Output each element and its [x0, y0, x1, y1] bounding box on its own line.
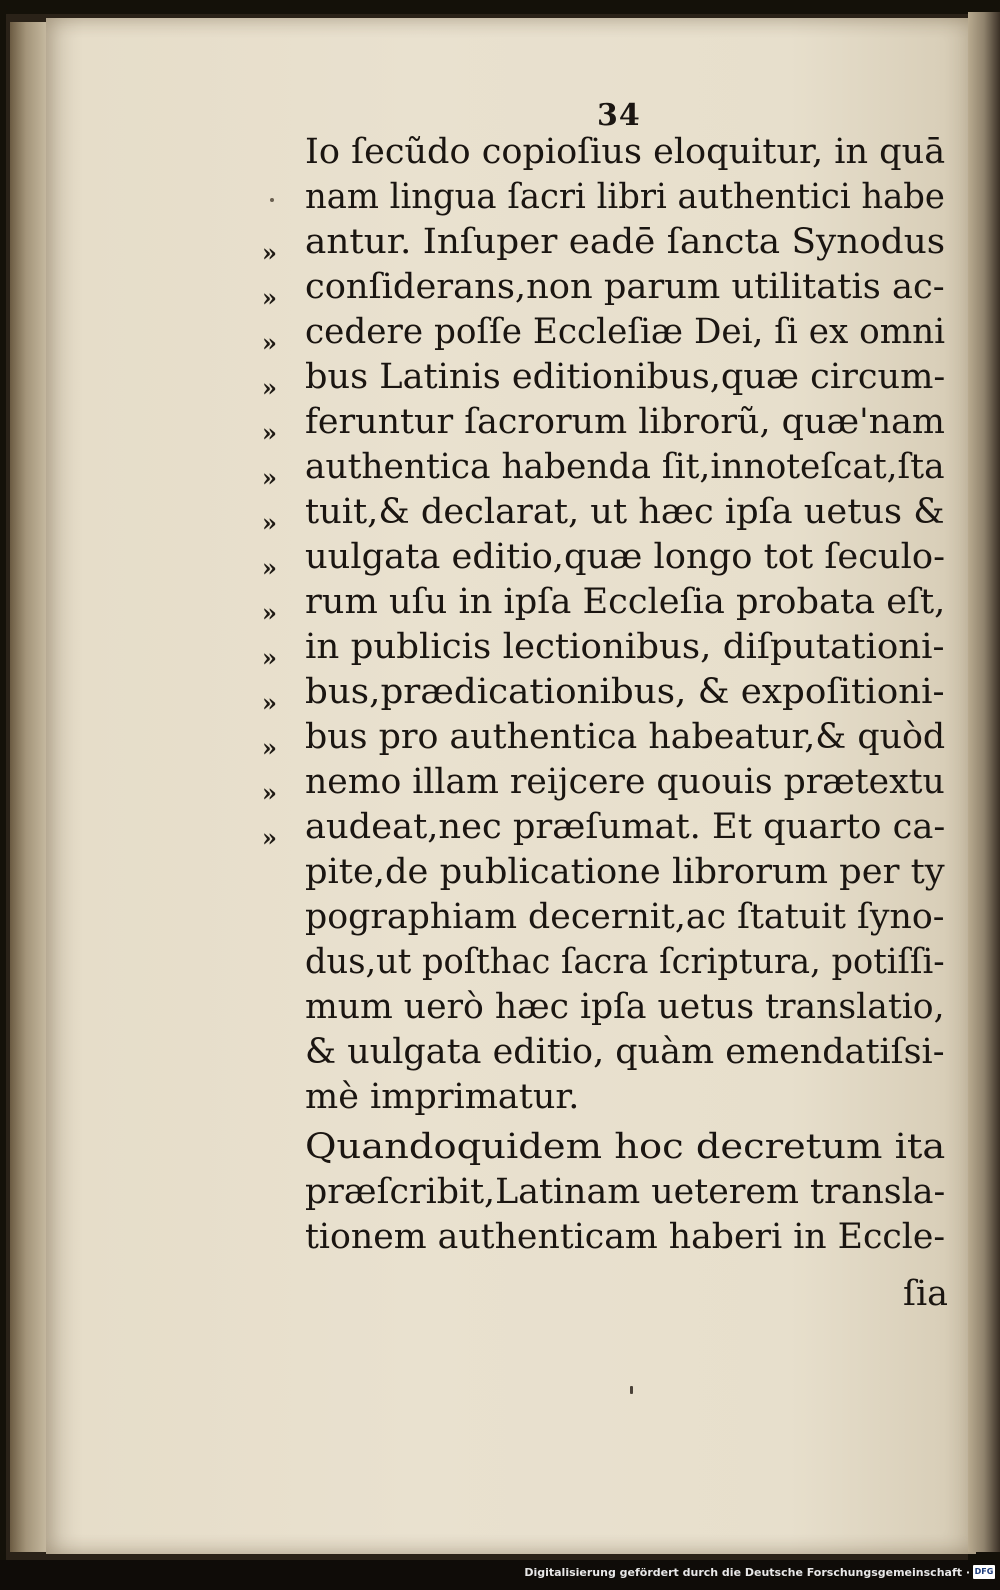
- text-line: præſcribit,Latinam ueterem transla-: [305, 1172, 946, 1212]
- quote-mark: »: [262, 733, 277, 762]
- quote-mark: »: [262, 823, 277, 852]
- text-line: pite,de publicatione librorum per ty: [305, 852, 945, 892]
- text-line: nemo illam reijcere quouis prætextu: [305, 762, 945, 802]
- text-line: pographiam decernit,ac ſtatuit ſyno-: [305, 897, 945, 937]
- text-line: conſiderans,non parum utilitatis ac-: [305, 267, 945, 307]
- text-line: antur. Inſuper eadē ſancta Synodus: [305, 222, 946, 262]
- dfg-logo: DFG: [973, 1565, 995, 1579]
- text-line: bus Latinis editionibus,quæ circum-: [305, 357, 946, 397]
- text-line: Io ſecũdo copioſius eloquitur, in quā: [305, 132, 946, 172]
- text-line: nam lingua ſacri libri authentici habe: [305, 177, 945, 217]
- quote-mark: »: [262, 508, 277, 537]
- text-line: audeat,nec præſumat. Et quarto ca-: [305, 807, 946, 847]
- text-line: & uulgata editio, quàm emendatiſsi-: [305, 1032, 945, 1072]
- text-line: dus,ut poſthac ſacra ſcriptura, potiſſi-: [305, 942, 945, 982]
- quote-mark: »: [262, 778, 277, 807]
- quote-mark: »: [262, 283, 277, 312]
- text-line: authentica habenda ſit,innoteſcat,ſta: [305, 447, 945, 487]
- quote-mark: »: [262, 688, 277, 717]
- text-line: uulgata editio,quæ longo tot ſeculo-: [305, 537, 945, 577]
- text-line: mè imprimatur.: [305, 1077, 580, 1117]
- text-line: tionem authenticam haberi in Eccle-: [305, 1217, 946, 1257]
- quote-mark: »: [262, 418, 277, 447]
- text-line: mum uerò hæc ipſa uetus translatio,: [305, 987, 945, 1027]
- text-line: feruntur ſacrorum librorũ, quæ'nam: [305, 402, 945, 442]
- book-left-edge: [10, 22, 50, 1552]
- book-right-edge: [968, 12, 1000, 1552]
- text-line: bus,prædicationibus, & expoſitioni-: [305, 672, 945, 712]
- quote-mark: »: [262, 328, 277, 357]
- catchword: ſia: [903, 1274, 949, 1314]
- ink-speck: [270, 198, 274, 202]
- quote-mark: »: [262, 598, 277, 627]
- ink-speck: [630, 1386, 633, 1394]
- quote-mark: »: [262, 463, 277, 492]
- text-line: tuit,& declarat, ut hæc ipſa uetus &: [305, 492, 945, 532]
- quote-mark: »: [262, 238, 277, 267]
- text-line: Quandoquidem hoc decretum ita: [305, 1127, 946, 1167]
- quote-mark: »: [262, 553, 277, 582]
- funding-credit: Digitalisierung gefördert durch die Deutsche Forschungsgemeinschaft ·: [524, 1566, 970, 1579]
- quote-mark: »: [262, 373, 277, 402]
- text-line: bus pro authentica habeatur,& quòd: [305, 717, 946, 757]
- page-number: 34: [597, 98, 641, 133]
- text-line: rum uſu in ipſa Eccleſia probata eſt,: [305, 582, 946, 622]
- text-line: in publicis lectionibus, diſputationi-: [305, 627, 945, 667]
- text-line: cedere poſſe Eccleſiæ Dei, ſi ex omni: [305, 312, 946, 352]
- quote-mark: »: [262, 643, 277, 672]
